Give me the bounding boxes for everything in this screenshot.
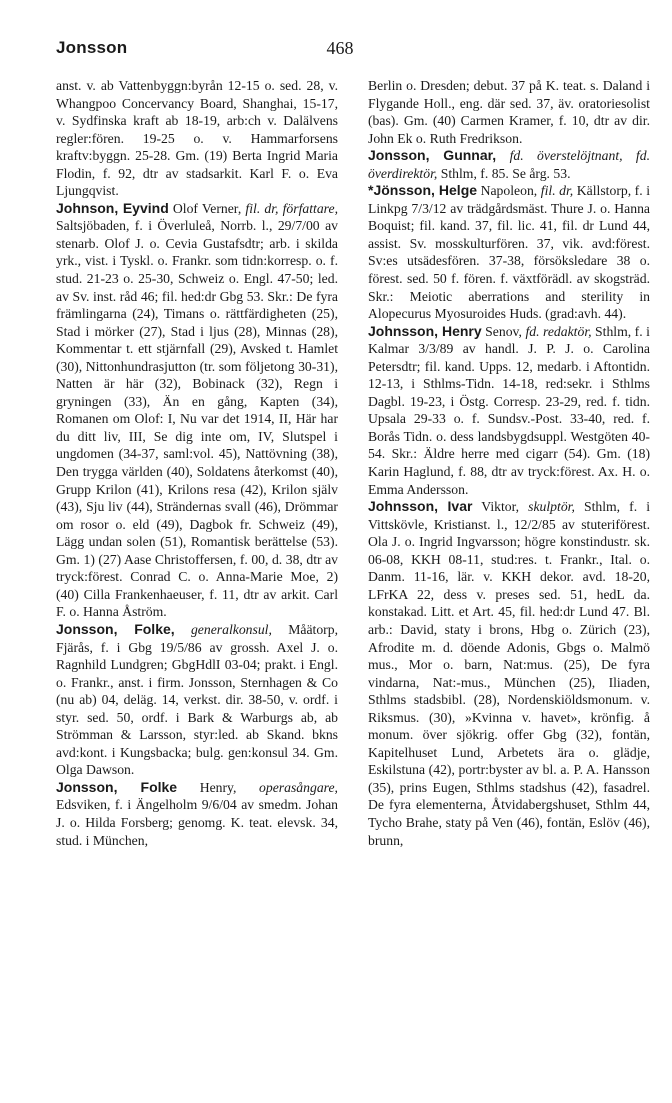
entry-name: Jonsson, Folke, <box>56 620 175 637</box>
entry-jonsson-folke-henry <box>56 779 338 849</box>
entry-name: Johnsson, Ivar <box>368 498 473 515</box>
left-column <box>56 77 338 849</box>
right-column <box>368 77 650 849</box>
running-head: Jonsson <box>56 38 128 57</box>
entry-name-rest: Napoleon, <box>477 183 541 199</box>
entry-title: fil. dr, <box>540 183 574 199</box>
entry-text: Berlin o. Dresden; debut. 37 på K. teat. s. Daland i Flygande Holl., eng. där sed. 37, äv. oratoriesolist (bas). Gm. (40) Carmen Kramer, f. 10, dtr av dir. John Ek o. Ruth Fredrikson. <box>368 78 650 146</box>
entry-text: anst. v. ab Vattenbyggn:byrån 12-15 o. sed. 28, v. Whangpoo Concervancy Board, Shanghai, 15-17, v. Sydfinska kraft ab 18-19, arb:ch v. Dalälvens regler:fören. 19-25 o. v. Hammarforsens kraftv:byggn. 25-28. Gm. (19) Berta Ingrid Maria Flodin, f. 92, dtr av stadsarkit. Karl F. o. Eva Ljungqvist. <box>56 78 338 199</box>
page-number: 468 <box>326 38 354 58</box>
entry-text: Måätorp, Fjärås, f. i Gbg 19/5/86 av grossh. Axel J. o. Ragnhild Lundgren; GbgHdlI 03-04; prakt. i Engl. o. Frankr., anst. i firm. Jonsson, Sternhagen & Co (nu ab) 04, deläg. 14, verkst. dir. 38-50, v. ordf. i styr. sed. 50, ordf. i Bark & Warburgs ab, ab Strömman & Larsson, styr:led. ab Skand. bkns avd:kont. i Kungsbacka; bulg. gen:konsul 34. Gm. Olga Dawson. <box>56 621 338 778</box>
entry-name-rest: Viktor, <box>472 499 529 515</box>
entry-name: Jonsson, Gunnar, <box>368 147 497 164</box>
entry-name: *Jönsson, Helge <box>368 182 478 199</box>
entry-text: Källstorp, f. i Linkpg 7/3/12 av trädgårdsmäst. Thure J. o. Hanna Boquist; fil. kand. 37, fil. lic. 41, fil. dr Lund 44, assist. Sv. mosskulturfören. 37, vik. avd:förest. Sv:es utsädesfören. 37-38, försöksledare 38 o. förest. sed. 50 f. fören. f. växtförädl. av skogsträd. Skr.: Meiotic aberrations and sterility in Alopecurus Myosuroides Huds. (grad:avh. 44). <box>368 183 651 322</box>
entry-title: generalkonsul, <box>190 621 272 637</box>
entry-title: fd. överstelöjtnant, fd. överdirektör, <box>368 148 650 181</box>
entry-jonsson-helge <box>368 182 650 322</box>
entry-text: Edsviken, f. i Ängelholm 9/6/04 av smedm. Johan J. o. Hilda Forsberg; genomg. K. teat. elevsk. 34, stud. i München, <box>56 797 338 848</box>
entry-name: Jonsson, Folke <box>56 778 178 795</box>
entry-title: fd. redaktör, <box>525 323 592 339</box>
entry-title: skulptör, <box>528 499 575 515</box>
entry-title: operasångare, <box>259 779 338 795</box>
entry-continuation <box>56 77 338 200</box>
entry-continuation <box>368 77 650 147</box>
entry-name-rest: Senov, <box>481 323 526 339</box>
entry-johnsson-henry <box>368 323 650 498</box>
entry-title: fil. dr, författare, <box>245 200 338 216</box>
entry-text: Sthlm, f. 85. Se årg. 53. <box>437 165 571 181</box>
entry-jonsson-folke <box>56 621 338 779</box>
entry-name-rest: Henry, <box>177 779 260 795</box>
entry-name: Johnson, Eyvind <box>56 199 169 216</box>
page-header <box>56 38 624 62</box>
entry-text: Saltsjöbaden, f. i Överluleå, Norrb. l., 29/7/00 av stenarb. Olof J. o. Cevia Gustafsdtr; arb. i skilda yrk., vist. i Tyskl. o. Frankr. som tidn:korresp. o. f. stud. 21-23 o. 25-30, Schweiz o. Engl. 47-50; led. av Sv. inst. råd 46; fil. hed:dr Gbg 53. Skr.: De fyra främlingarna (24), Timans o. rättfärdigheten (25), Stad i mörker (27), Stad i ljus (28), Minnas (28), Kommentar t. ett stjärnfall (29), Avsked t. Hamlet (30), Nittonhundrasjutton (tr. som följetong 30-31), Natten är här (32), Bobinack (32), Regn i gryningen (33), Än en gång, Kapten (34), Romanen om Olof: I, Nu var det 1914, II, Här har du ditt liv, III, Se dig inte om, IV, Slutspel i ungdomen (34-37, saml:vol. 45), Nattövning (38), Den trygga världen (40), Soldatens återkomst (40), Grupp Krilon (41), Krilons resa (42), Krilon själv (43), Sju liv (44), Strändernas svall (46), Drömmar om rosor o. eld (49), Dagbok fr. Schweiz (49), Lägg undan solen (51), Romantisk berättelse (53). Gm. 1) (27) Aase Christoffersen, f. 00, d. 38, dtr av tryck:förest. Conrad C. o. Anna-Marie Moe, 2) (40) Cilla Frankenhaeuser, f. 11, dtr av arkit. Carl F. o. Hanna Åström. <box>56 218 338 620</box>
entry-johnsson-ivar <box>368 498 650 849</box>
entry-jonsson-gunnar <box>368 147 650 182</box>
entry-text: Sthlm, f. i Kalmar 3/3/89 av handl. J. P. J. o. Carolina Petersdtr; fil. kand. Upps. 12, medarb. i Aftontidn. 12-13, i Sthlms-Tidn. 14-18, red:sekr. i Sthlms Dagbl. 19-23, i Östg. Corresp. 23-29, red. f. tidn. Upsala 29-33 o. f. Sundsv.-Post. 33-40, red. f. Borås Tidn. o. dess landsbygdsuppl. Westgöten 40-54. Skr.: Äldre herre med cigarr (54). Gm. (18) Karin Haglund, f. 88, dtr av tryck:förest. Ax. H. o. Emma Andersson. <box>368 323 650 497</box>
entry-text: Sthlm, f. i Vittskövle, Kristianst. l., 12/2/85 av stuteriförest. Ola J. o. Ingrid Ingvarsson; högre konstindustr. sk. 06-08, KKH 08-11, stud:res. t. Frankr., Ital. o. Danm. 11-16, lär. v. KKH dekor. avd. 18-20, LFrKA 22, dess v. preses sed. 51, hedL da. konstakad. Litt. et Art. 45, fil. hed:dr Lund 47. Bl. arb.: David, staty i brons, Hbg o. Zürich (23), Afrodite m. d. döende Adonis, Gbgs o. Malmö mus., Mor o. barn, Nat:mus. (25), De fyra vindarna, Nat:-mus., München (25), Iliaden, Sthlms stadsbibl. (28), Nordenskiöldsmonum. v. Riksmus. (30), »Kvinna v. havet», krönfig. å monum. över sjökrig. offer Gbg (32), fontän, Kapitelhuset Lund, Arbetets ära o. glädje, Eskilstuna (42), portr:byster av bl. a. P. A. Hansson (35), prins Eugen, Sthlms stadshus (42), fasadrel. De fyra elementerna, Åtvidabergshuset, Sthlm 44, Tycho Brahe, staty på Ven (46), fontän, Eslöv (46), brunn, <box>368 499 650 848</box>
entry-johnson-eyvind <box>56 200 338 621</box>
entry-name: Johnsson, Henry <box>368 322 482 339</box>
entry-name-rest <box>175 622 191 637</box>
entry-name-rest <box>496 148 509 163</box>
entry-name-rest: Olof Verner, <box>168 200 246 216</box>
